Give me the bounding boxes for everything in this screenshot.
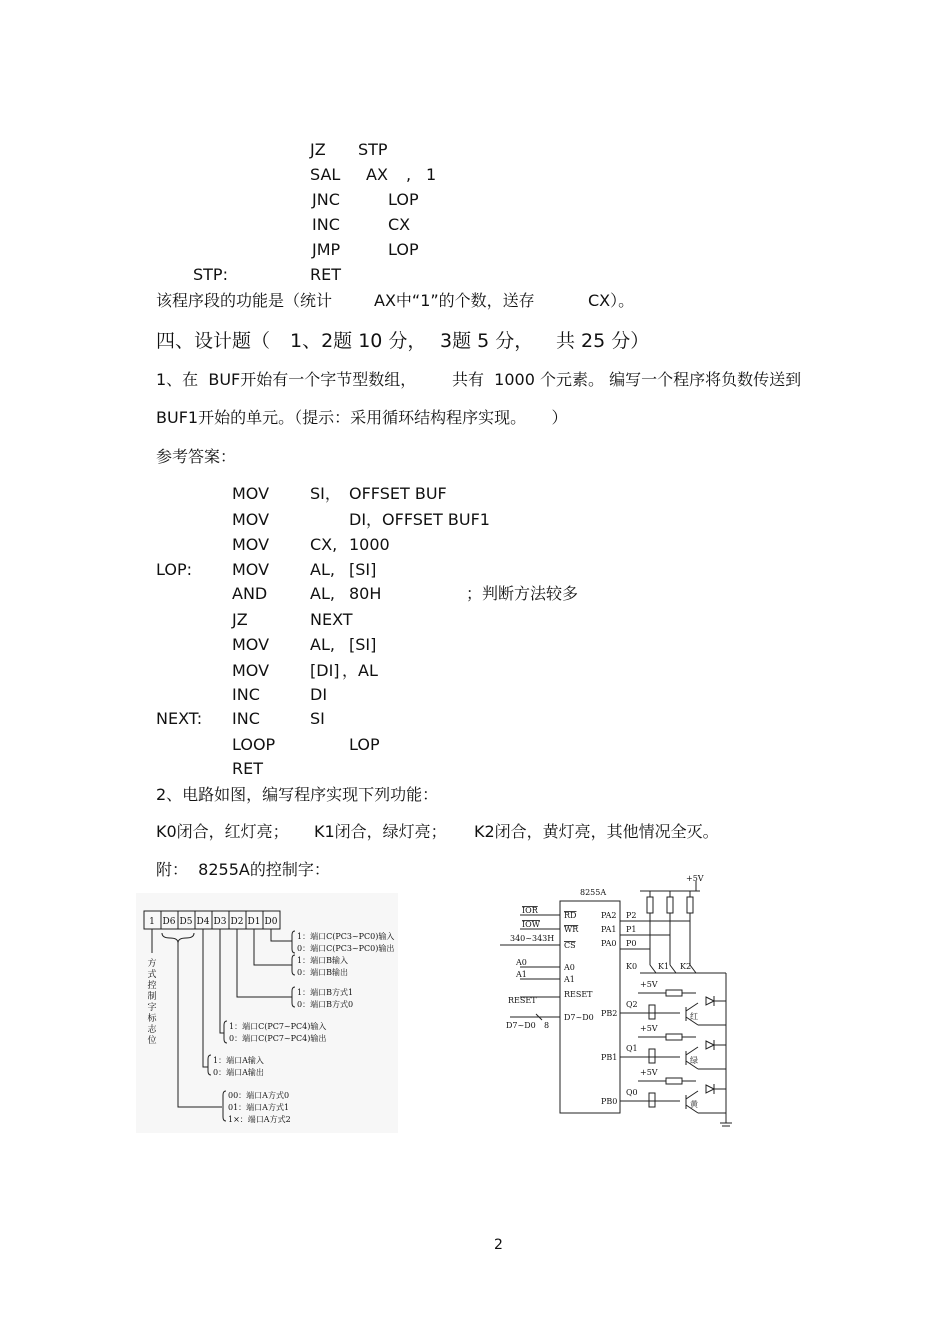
led-green-label: 绿	[690, 1056, 698, 1065]
p2-label: P2	[626, 911, 637, 920]
code2-r4-op: MOV	[232, 560, 270, 579]
code1-l2-op: SAL	[310, 165, 341, 184]
led-yellow-label: 黄	[690, 1100, 698, 1109]
flag-char-3: 控	[147, 981, 157, 991]
circuit-diagram	[500, 873, 740, 1131]
q1-line1a: 1、在 BUF开始有一个字节型数组，	[156, 370, 417, 389]
switch-k2: K2	[680, 962, 692, 971]
bit-2: D2	[230, 917, 244, 927]
bit-3: D3	[213, 917, 227, 927]
q1-line1b: 共有 1000 个元素。 编写一个程序将负数传送到	[452, 370, 802, 389]
code2-r9-a: DI	[310, 685, 328, 704]
function-desc-c: CX）。	[588, 291, 635, 310]
bit-1: D1	[247, 917, 261, 927]
q2-line1: 2、电路如图，编写程序实现下列功能：	[156, 785, 439, 804]
q2-appendix: 附： 8255A的控制字：	[156, 860, 330, 879]
bit-4: D4	[196, 917, 210, 927]
d4-option-2: 0：端口A输出	[213, 1068, 264, 1077]
code2-r12-op: RET	[232, 759, 263, 778]
vcc-q0: +5V	[640, 1068, 658, 1077]
bit-0: D0	[264, 917, 278, 927]
code2-r8-b: ，AL	[342, 661, 378, 680]
section-title-a: 四、设计题（	[156, 330, 271, 352]
bit-5: D5	[179, 917, 193, 927]
d4-option-1: 1：端口A输入	[213, 1056, 264, 1065]
function-desc-a: 该程序段的功能是（统计	[156, 291, 333, 310]
pin-cs: CS	[564, 941, 576, 950]
pin-a1: A1	[564, 975, 575, 984]
flag-char-2: 式	[147, 970, 157, 980]
code2-r2-b: DI，OFFSET BUF1	[349, 510, 490, 529]
code2-r7-b: [SI]	[349, 635, 377, 654]
bit-7: 1	[149, 917, 155, 927]
q2-line2c: K2闭合，黄灯亮，其他情况全灭。	[474, 822, 719, 841]
section-title-d: 共 25 分）	[556, 330, 650, 352]
code2-r7-a: AL,	[310, 635, 335, 654]
code2-r5-a: AL,	[310, 584, 335, 603]
vcc-q1: +5V	[640, 1024, 658, 1033]
code2-r1-b: OFFSET BUF	[349, 484, 447, 503]
vcc-q2: +5V	[640, 980, 658, 989]
code2-r10-op: INC	[232, 709, 260, 728]
transistor-q0: Q0	[626, 1088, 638, 1097]
code2-r6-a: NEXT	[310, 610, 353, 629]
code2-r10-a: SI	[310, 709, 325, 728]
input-reset: RESET	[508, 996, 537, 1005]
d0-option-2: 0：端口C(PC3~PC0)输出	[297, 944, 395, 953]
code1-l3-op: JNC	[312, 190, 340, 209]
code2-r4-label: LOP:	[156, 560, 192, 579]
chip-name: 8255A	[580, 888, 607, 897]
input-a0: A0	[516, 958, 527, 967]
vcc-label: +5V	[686, 874, 704, 883]
pin-reset: RESET	[564, 990, 593, 999]
flag-char-7: 志	[147, 1025, 157, 1035]
d3-option-2: 0：端口C(PC7~PC4)输出	[229, 1034, 327, 1043]
bit-6: D6	[162, 917, 176, 927]
code2-r8-op: MOV	[232, 661, 270, 680]
code1-l5-op: JMP	[312, 240, 341, 259]
switch-k1: K1	[658, 962, 670, 971]
input-data-bus: D7~D0	[506, 1021, 536, 1030]
code2-r10-label: NEXT:	[156, 709, 203, 728]
code2-r3-op: MOV	[232, 535, 270, 554]
code2-r1-op: MOV	[232, 484, 270, 503]
address-range-label: 340~343H	[510, 934, 555, 943]
code2-r3-b: 1000	[349, 535, 390, 554]
code1-l3-arg: LOP	[388, 190, 419, 209]
flag-char-6: 标	[147, 1014, 157, 1024]
ior-label: IOR	[522, 906, 538, 915]
code1-l4-op: INC	[312, 215, 340, 234]
code2-r3-a: CX,	[310, 535, 338, 554]
d56-option-2: 01：端口A方式1	[228, 1103, 290, 1112]
pin-pb0: PB0	[601, 1097, 618, 1106]
code1-l1-op: JZ	[310, 140, 326, 159]
function-desc-b: AX中“1”的个数，送存	[374, 291, 535, 310]
d2-option-2: 0：端口B方式0	[297, 1000, 354, 1009]
code2-r5-op: AND	[232, 584, 268, 603]
d2-option-1: 1：端口B方式1	[297, 988, 354, 997]
d1-option-1: 1：端口B输入	[297, 956, 348, 965]
d56-option-1: 00：端口A方式0	[228, 1091, 290, 1100]
pin-pa1: PA1	[601, 925, 617, 934]
code1-l2-arg: AX	[366, 165, 388, 184]
d3-option-1: 1：端口C(PC7~PC4)输入	[229, 1022, 327, 1031]
code2-r8-a: [DI]	[310, 661, 340, 680]
data-bus-width: 8	[544, 1021, 550, 1030]
pin-pa0: PA0	[601, 939, 617, 948]
p1-label: P1	[626, 925, 637, 934]
d0-option-1: 1：端口C(PC3~PC0)输入	[297, 932, 395, 941]
code2-r11-b: LOP	[349, 735, 380, 754]
control-word-diagram	[136, 893, 398, 1133]
transistor-q2: Q2	[626, 1000, 638, 1009]
code2-r9-op: INC	[232, 685, 260, 704]
page-number: 2	[494, 1237, 503, 1253]
p0-label: P0	[626, 939, 637, 948]
pin-wr: WR	[564, 925, 579, 934]
section-title-c: 3题 5 分，	[440, 330, 534, 352]
code2-r5-b: 80H	[349, 584, 382, 603]
q2-line2b: K1闭合，绿灯亮；	[314, 822, 447, 841]
code1-l6-op: RET	[310, 265, 341, 284]
flag-char-4: 制	[147, 992, 157, 1002]
flag-char-5: 字	[147, 1003, 157, 1013]
q1-reference-answer-label: 参考答案：	[156, 447, 237, 466]
pin-a0: A0	[564, 963, 575, 972]
input-a1: A1	[516, 970, 527, 979]
code1-l2-arg2: 1	[426, 165, 437, 184]
code1-l6-label: STP:	[193, 265, 228, 284]
switch-k0: K0	[626, 962, 638, 971]
d56-option-3: 1×：端口A方式2	[228, 1115, 291, 1124]
code1-l4-arg: CX	[388, 215, 411, 234]
section-title-b: 1、2题 10 分，	[290, 330, 427, 352]
code2-r2-op: MOV	[232, 510, 270, 529]
code2-r11-op: LOOP	[232, 735, 276, 754]
code2-r7-op: MOV	[232, 635, 270, 654]
pin-pb1: PB1	[601, 1053, 618, 1062]
code1-l2-sep: ,	[406, 165, 412, 184]
code1-l1-arg: STP	[358, 140, 388, 159]
d1-option-2: 0：端口B输出	[297, 968, 348, 977]
code1-l5-arg: LOP	[388, 240, 419, 259]
flag-char-1: 方	[147, 959, 157, 969]
pin-pa2: PA2	[601, 911, 617, 920]
transistor-q1: Q1	[626, 1044, 638, 1053]
code2-r4-a: AL,	[310, 560, 335, 579]
code2-r6-op: JZ	[232, 610, 248, 629]
q1-line2: BUF1开始的单元。（提示：采用循环结构程序实现。 ）	[156, 408, 568, 427]
flag-char-8: 位	[147, 1036, 157, 1046]
iow-label: IOW	[522, 920, 540, 929]
pin-data: D7~D0	[564, 1013, 594, 1022]
code2-r5-comment: ；判断方法较多	[466, 584, 579, 603]
pin-pb2: PB2	[601, 1009, 618, 1018]
code2-r1-a: SI，	[310, 484, 341, 503]
led-red-label: 红	[690, 1012, 698, 1021]
q2-line2a: K0闭合，红灯亮；	[156, 822, 289, 841]
code2-r4-b: [SI]	[349, 560, 377, 579]
pin-rd: RD	[564, 911, 577, 920]
